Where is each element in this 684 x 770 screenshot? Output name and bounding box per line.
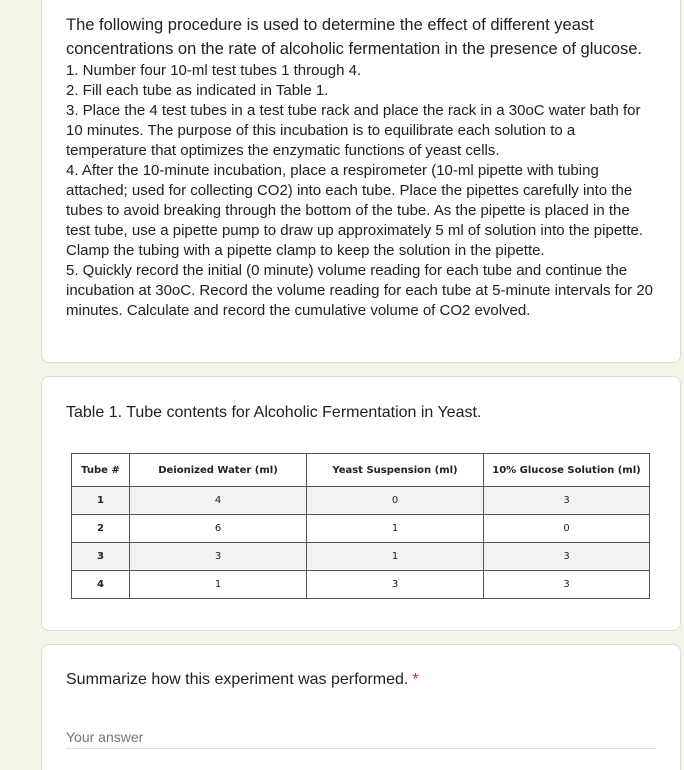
answer-input[interactable]: [66, 725, 656, 749]
tube-contents-table: [71, 453, 650, 599]
cell-tube: 2: [72, 515, 130, 543]
cell-tube: 3: [72, 543, 130, 571]
question-text: Summarize how this experiment was performed.: [66, 671, 409, 688]
question-title: [66, 671, 419, 689]
table-row: [72, 487, 650, 515]
cell-glucose: 3: [484, 543, 650, 571]
description-line: tubes to avoid breaking through the bottom of the tube. As the pipette is placed in the: [66, 202, 630, 219]
table-image: [71, 453, 650, 599]
description-line: 1. Number four 10-ml test tubes 1 through 4.: [66, 62, 362, 79]
required-marker: *: [412, 671, 419, 688]
cell-yeast: 0: [307, 487, 484, 515]
table-row: [72, 543, 650, 571]
cell-yeast: 1: [307, 543, 484, 571]
table-row: [72, 571, 650, 599]
table-title: Table 1. Tube contents for Alcoholic Fermentation in Yeast.: [66, 404, 482, 421]
description-card: [41, 0, 681, 363]
cell-glucose: 0: [484, 515, 650, 543]
table-card: [41, 376, 681, 631]
description-line: test tube, use a pipette pump to draw up approximately 5 ml of solution into the pipette.: [66, 222, 644, 239]
cell-yeast: 1: [307, 515, 484, 543]
header-deionized-water: Deionized Water (ml): [130, 454, 307, 487]
procedure-description: [66, 13, 666, 321]
description-line: concentrations on the rate of alcoholic fermentation in the presence of glucose.: [66, 40, 643, 58]
description-line: incubation at 30oC. Record the volume reading for each tube at 5-minute intervals for 20: [66, 282, 654, 299]
cell-glucose: 3: [484, 487, 650, 515]
header-tube-number: Tube #: [72, 454, 130, 487]
description-line: Clamp the tubing with a pipette clamp to keep the solution in the pipette.: [66, 242, 545, 259]
cell-water: 1: [130, 571, 307, 599]
description-line: 5. Quickly record the initial (0 minute) volume reading for each tube and continue the: [66, 262, 628, 279]
description-line: 2. Fill each tube as indicated in Table 1.: [66, 82, 329, 99]
header-yeast-suspension: Yeast Suspension (ml): [307, 454, 484, 487]
table-row: [72, 515, 650, 543]
cell-water: 6: [130, 515, 307, 543]
question-card: [41, 644, 681, 770]
description-line: temperature that optimizes the enzymatic functions of yeast cells.: [66, 142, 500, 159]
header-glucose-solution: 10% Glucose Solution (ml): [484, 454, 650, 487]
description-line: 3. Place the 4 test tubes in a test tube rack and place the rack in a 30oC water bath for: [66, 102, 641, 119]
description-line: The following procedure is used to determine the effect of different yeast: [66, 16, 594, 34]
cell-tube: 4: [72, 571, 130, 599]
description-line: attached; used for collecting CO2) into each tube. Place the pipettes carefully into the: [66, 182, 633, 199]
table-header-row: [72, 454, 650, 487]
cell-glucose: 3: [484, 571, 650, 599]
cell-water: 3: [130, 543, 307, 571]
description-line: 10 minutes. The purpose of this incubation is to equilibrate each solution to a: [66, 122, 576, 139]
description-line: minutes. Calculate and record the cumulative volume of CO2 evolved.: [66, 302, 531, 319]
cell-water: 4: [130, 487, 307, 515]
description-line: 4. After the 10-minute incubation, place a respirometer (10-ml pipette with tubing: [66, 162, 599, 179]
cell-tube: 1: [72, 487, 130, 515]
cell-yeast: 3: [307, 571, 484, 599]
